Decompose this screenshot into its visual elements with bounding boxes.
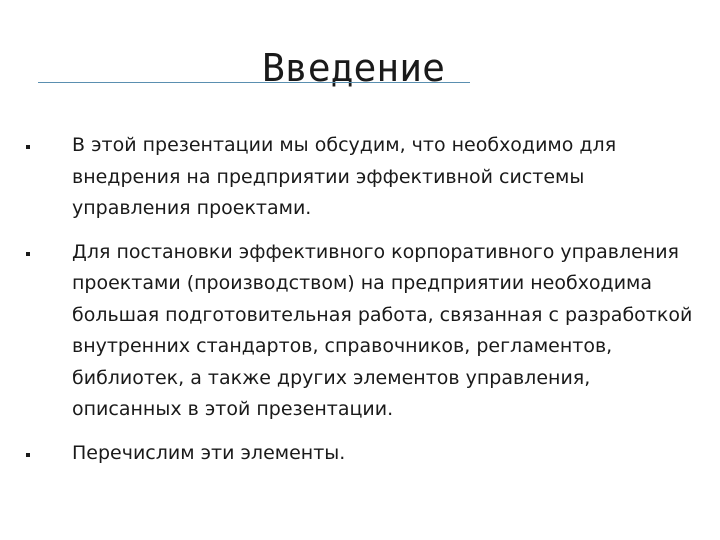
bullet-item [26, 438, 696, 470]
bullet-text: В этой презентации мы обсудим, что необходимо для внедрения на предприятии эффективной системы управления проектами. [72, 134, 617, 219]
bullet-item [26, 237, 696, 426]
bullet-item [26, 130, 696, 225]
bullet-icon [26, 145, 30, 149]
bullet-list [26, 130, 696, 481]
bullet-icon [26, 453, 30, 457]
title-underline [38, 82, 470, 83]
bullet-text: Перечислим эти элементы. [72, 441, 346, 464]
bullet-icon [26, 252, 30, 256]
slide-title: Введение [262, 46, 446, 90]
bullet-text: Для постановки эффективного корпоративного управления проектами (производством) на предприятии необходима большая подготовительная работа, связанная с разработкой внутренних стандартов, справочников, регламентов, библиотек, а также других элементов управления, описанных в этой презентации. [72, 240, 693, 420]
